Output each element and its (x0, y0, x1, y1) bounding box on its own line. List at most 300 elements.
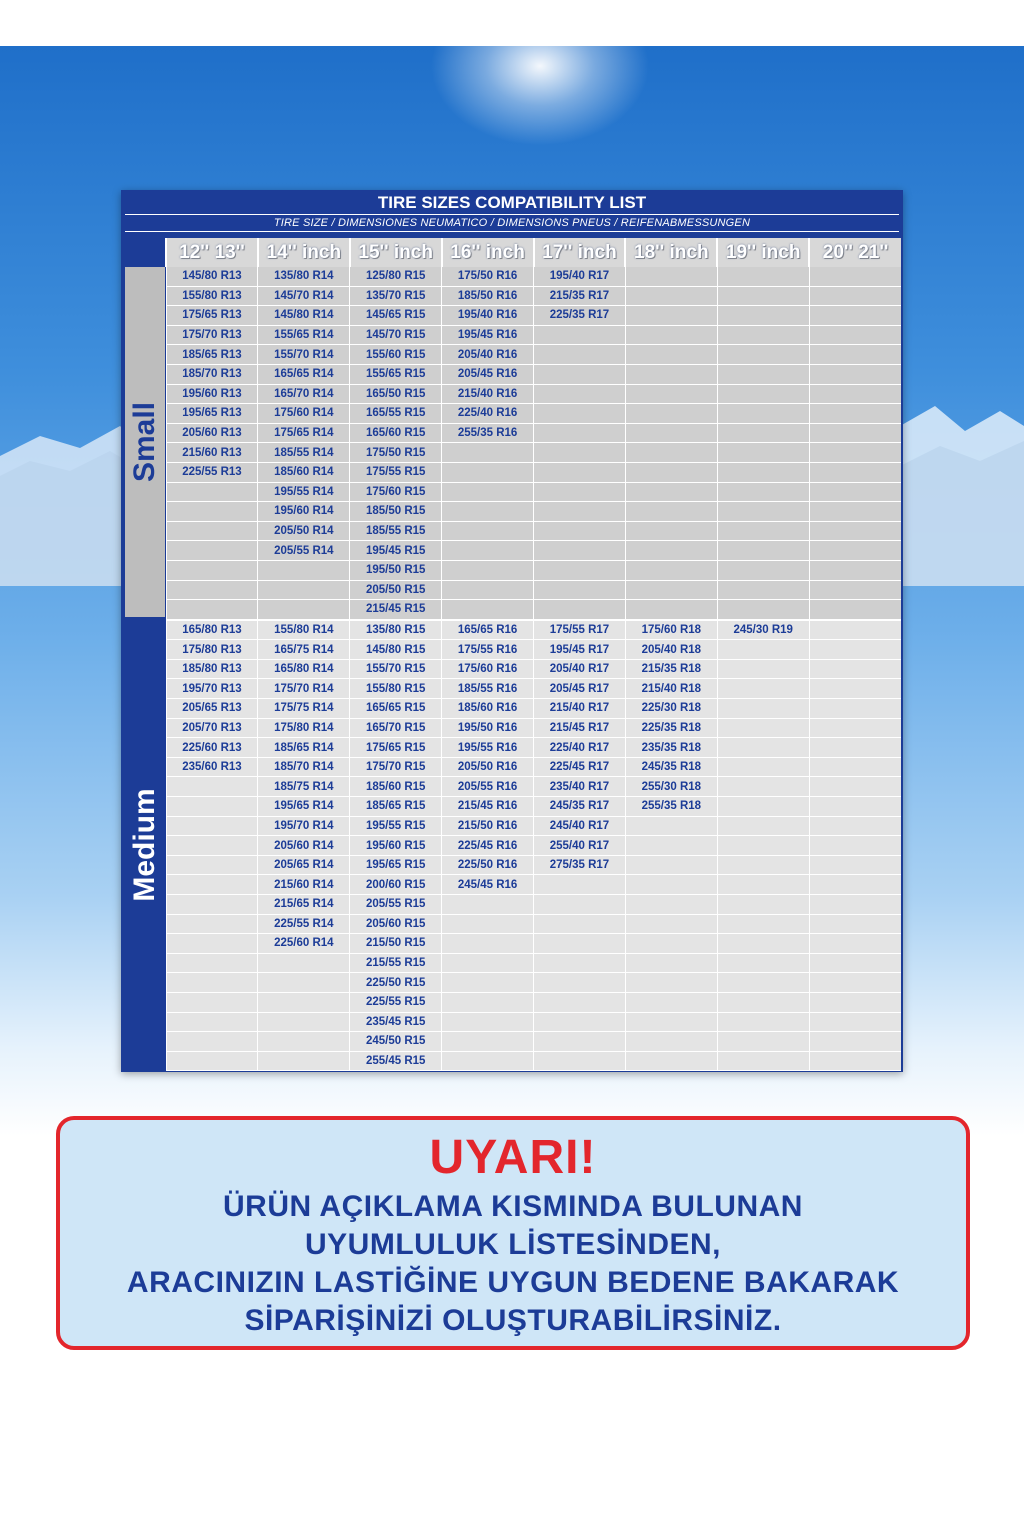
tire-size-cell (625, 836, 717, 856)
tire-size-cell (442, 560, 534, 580)
tire-size-cell: 215/50 R15 (350, 934, 442, 954)
tire-size-cell (717, 384, 809, 404)
tire-size-cell (809, 404, 901, 424)
warning-line-2: UYUMLULUK LİSTESİNDEN, (305, 1228, 721, 1261)
tire-size-cell: 195/65 R14 (258, 797, 350, 817)
tire-size-cell (625, 1032, 717, 1052)
tire-size-cell: 195/65 R13 (166, 404, 258, 424)
tire-size-cell (809, 992, 901, 1012)
column-header-row (166, 238, 901, 267)
tire-size-cell: 195/45 R16 (442, 325, 534, 345)
tire-size-cell (717, 1032, 809, 1052)
tire-size-cell: 165/60 R15 (350, 423, 442, 443)
tire-size-cell (809, 560, 901, 580)
tire-size-cell: 175/55 R17 (534, 620, 626, 640)
tire-size-cell (717, 267, 809, 286)
table-row (166, 816, 901, 836)
tire-size-cell (717, 345, 809, 365)
tire-size-cell: 245/35 R17 (534, 797, 626, 817)
table-row (166, 404, 901, 424)
tire-size-cell: 165/80 R14 (258, 659, 350, 679)
table-row (166, 895, 901, 915)
tire-size-cell: 145/80 R15 (350, 640, 442, 660)
tire-size-cell (534, 953, 626, 973)
table-row (166, 286, 901, 306)
tire-size-cell (809, 718, 901, 738)
tire-size-cell (442, 521, 534, 541)
tire-size-cell: 185/60 R16 (442, 699, 534, 719)
tire-size-cell: 235/40 R17 (534, 777, 626, 797)
tire-size-cell (809, 1012, 901, 1032)
tire-size-cell (442, 992, 534, 1012)
tire-size-cell (258, 600, 350, 620)
tire-size-cell (534, 364, 626, 384)
tire-size-cell (442, 462, 534, 482)
column-header: 16'' inch (442, 238, 534, 267)
tire-size-cell: 215/60 R14 (258, 875, 350, 895)
table-row (166, 1032, 901, 1052)
tire-size-cell (534, 423, 626, 443)
medium-label-text: Medium (128, 787, 161, 902)
tire-size-cell: 215/35 R18 (625, 659, 717, 679)
tire-size-cell: 255/30 R18 (625, 777, 717, 797)
tire-size-cell (166, 560, 258, 580)
tire-size-cell (625, 502, 717, 522)
tire-size-cell (717, 600, 809, 620)
table-row (166, 699, 901, 719)
tire-size-cell (166, 1032, 258, 1052)
tire-size-cell: 145/80 R13 (166, 267, 258, 286)
tire-size-cell (534, 462, 626, 482)
tire-size-cell (625, 286, 717, 306)
tire-size-cell (809, 699, 901, 719)
table-row (166, 580, 901, 600)
tire-size-cell: 215/50 R16 (442, 816, 534, 836)
tire-size-cell (809, 423, 901, 443)
tire-size-cell: 225/50 R15 (350, 973, 442, 993)
subtitle-divider (125, 231, 899, 232)
tire-size-cell (625, 345, 717, 365)
tire-size-cell (717, 875, 809, 895)
tire-size-cell (166, 797, 258, 817)
table-row (166, 482, 901, 502)
tire-size-cell (442, 914, 534, 934)
tire-size-cell: 155/80 R13 (166, 286, 258, 306)
group-label-small (125, 267, 165, 617)
table-row (166, 640, 901, 660)
tire-size-cell (442, 895, 534, 915)
tire-size-cell (717, 895, 809, 915)
tire-size-cell (809, 502, 901, 522)
tire-size-cell (166, 895, 258, 915)
tire-size-cell: 195/70 R13 (166, 679, 258, 699)
tire-size-cell: 225/55 R13 (166, 462, 258, 482)
tire-size-cell: 215/45 R15 (350, 600, 442, 620)
tire-size-cell (166, 934, 258, 954)
tire-size-cell (258, 1012, 350, 1032)
tire-size-cell: 185/60 R14 (258, 462, 350, 482)
tire-size-cell: 175/50 R16 (442, 267, 534, 286)
tire-size-cell: 225/40 R16 (442, 404, 534, 424)
tire-size-cell (258, 1051, 350, 1071)
tire-size-cell (442, 443, 534, 463)
warning-box (56, 1116, 970, 1350)
table-row (166, 738, 901, 758)
tire-size-cell (717, 325, 809, 345)
tire-size-cell (166, 953, 258, 973)
tire-size-cell: 205/40 R18 (625, 640, 717, 660)
tire-size-cell (625, 325, 717, 345)
table-row (166, 267, 901, 286)
tire-size-cell: 175/75 R14 (258, 699, 350, 719)
tire-size-cell (534, 521, 626, 541)
tire-size-cell: 225/35 R17 (534, 306, 626, 326)
tire-size-cell (534, 1032, 626, 1052)
tire-size-cell: 185/65 R13 (166, 345, 258, 365)
tire-size-cell (166, 992, 258, 1012)
tire-size-cell: 215/65 R14 (258, 895, 350, 915)
tire-size-cell: 175/80 R13 (166, 640, 258, 660)
tire-size-cell: 195/40 R16 (442, 306, 534, 326)
tire-size-cell (717, 640, 809, 660)
tire-size-cell (717, 659, 809, 679)
tire-size-cell: 175/60 R14 (258, 404, 350, 424)
tire-size-cell: 195/60 R14 (258, 502, 350, 522)
tire-size-cell: 145/70 R15 (350, 325, 442, 345)
tire-size-cell: 135/80 R14 (258, 267, 350, 286)
table-row (166, 462, 901, 482)
tire-size-rows (166, 267, 901, 1071)
tire-size-cell (717, 443, 809, 463)
tire-size-cell: 205/55 R15 (350, 895, 442, 915)
tire-size-cell: 235/60 R13 (166, 757, 258, 777)
tire-size-cell: 195/45 R17 (534, 640, 626, 660)
tire-size-cell (625, 267, 717, 286)
tire-size-cell (166, 777, 258, 797)
tire-size-cell (534, 580, 626, 600)
tire-size-cell: 215/40 R17 (534, 699, 626, 719)
tire-size-cell (809, 1051, 901, 1071)
tire-size-grid (165, 238, 901, 1071)
tire-size-cell: 175/70 R15 (350, 757, 442, 777)
table-row (166, 953, 901, 973)
tire-size-cell: 205/65 R13 (166, 699, 258, 719)
tire-size-cell: 195/60 R15 (350, 836, 442, 856)
tire-size-cell (166, 482, 258, 502)
tire-size-cell: 185/60 R15 (350, 777, 442, 797)
tire-size-cell: 245/40 R17 (534, 816, 626, 836)
tire-size-cell: 165/65 R14 (258, 364, 350, 384)
tire-size-cell (809, 482, 901, 502)
warning-line-1: ÜRÜN AÇIKLAMA KISMINDA BULUNAN (223, 1190, 803, 1223)
tire-size-cell (534, 443, 626, 463)
tire-size-cell: 145/80 R14 (258, 306, 350, 326)
tire-size-cell (625, 462, 717, 482)
tire-size-cell (534, 502, 626, 522)
tire-size-cell: 155/80 R15 (350, 679, 442, 699)
table-row (166, 560, 901, 580)
tire-size-cell: 205/40 R16 (442, 345, 534, 365)
tire-size-cell: 205/50 R14 (258, 521, 350, 541)
tire-size-cell: 225/30 R18 (625, 699, 717, 719)
tire-size-cell (625, 404, 717, 424)
tire-size-cell: 225/55 R15 (350, 992, 442, 1012)
tire-size-cell (166, 914, 258, 934)
tire-size-cell: 195/55 R14 (258, 482, 350, 502)
tire-size-cell: 185/65 R14 (258, 738, 350, 758)
tire-size-cell: 205/70 R13 (166, 718, 258, 738)
tire-size-cell: 195/65 R15 (350, 855, 442, 875)
tire-size-cell (442, 934, 534, 954)
tire-size-cell (809, 286, 901, 306)
table-subtitle: TIRE SIZE / DIMENSIONES NEUMATICO / DIMENSIONS PNEUS / REIFENABMESSUNGEN (273, 217, 751, 229)
tire-size-cell (166, 855, 258, 875)
tire-size-cell: 175/80 R14 (258, 718, 350, 738)
tire-size-cell (166, 521, 258, 541)
tire-size-cell (166, 836, 258, 856)
tire-size-cell (809, 345, 901, 365)
table-title: TIRE SIZES COMPATIBILITY LIST (377, 193, 647, 212)
tire-size-cell (809, 875, 901, 895)
tire-size-cell (442, 973, 534, 993)
tire-size-cell (809, 620, 901, 640)
tire-size-cell (534, 345, 626, 365)
tire-size-cell (258, 953, 350, 973)
tire-size-cell (625, 423, 717, 443)
tire-size-cell: 175/50 R15 (350, 443, 442, 463)
tire-size-cell (166, 600, 258, 620)
tire-size-cell: 175/60 R18 (625, 620, 717, 640)
tire-size-cell (625, 443, 717, 463)
tire-size-cell (442, 953, 534, 973)
tire-size-cell: 185/80 R13 (166, 659, 258, 679)
tire-size-cell (717, 816, 809, 836)
tire-size-cell: 195/55 R15 (350, 816, 442, 836)
tire-size-cell: 145/70 R14 (258, 286, 350, 306)
column-header: 19'' inch (717, 238, 809, 267)
tire-size-cell: 175/55 R15 (350, 462, 442, 482)
tire-size-cell: 155/70 R15 (350, 659, 442, 679)
tire-size-cell: 185/65 R15 (350, 797, 442, 817)
tire-size-cell: 165/55 R15 (350, 404, 442, 424)
tire-size-cell: 205/60 R15 (350, 914, 442, 934)
tire-size-cell (809, 757, 901, 777)
tire-size-cell (534, 600, 626, 620)
tire-size-cell: 185/55 R15 (350, 521, 442, 541)
tire-size-cell (625, 895, 717, 915)
tire-size-cell (258, 560, 350, 580)
tire-size-cell (166, 973, 258, 993)
tire-size-cell (809, 325, 901, 345)
tire-size-cell (625, 521, 717, 541)
tire-size-cell: 185/50 R16 (442, 286, 534, 306)
tire-size-cell: 205/60 R14 (258, 836, 350, 856)
tire-size-cell: 195/70 R14 (258, 816, 350, 836)
tire-size-cell: 155/80 R14 (258, 620, 350, 640)
tire-size-cell (809, 973, 901, 993)
tire-size-cell (442, 1051, 534, 1071)
tire-size-cell (717, 992, 809, 1012)
tire-size-cell (534, 914, 626, 934)
table-row (166, 345, 901, 365)
tire-size-cell: 255/40 R17 (534, 836, 626, 856)
table-row (166, 757, 901, 777)
tire-size-cell (534, 1012, 626, 1032)
tire-size-cell: 185/75 R14 (258, 777, 350, 797)
tire-size-cell: 215/40 R16 (442, 384, 534, 404)
tire-size-cell (809, 934, 901, 954)
tire-size-cell (809, 738, 901, 758)
tire-size-cell (717, 738, 809, 758)
tire-size-cell (717, 521, 809, 541)
tire-size-cell (534, 875, 626, 895)
tire-size-cell: 235/45 R15 (350, 1012, 442, 1032)
tire-size-cell (809, 895, 901, 915)
table-row (166, 521, 901, 541)
table-row (166, 600, 901, 620)
table-row (166, 364, 901, 384)
tire-size-cell: 195/50 R15 (350, 560, 442, 580)
tire-size-cell (442, 1032, 534, 1052)
tire-size-cell (809, 580, 901, 600)
tire-size-cell (809, 600, 901, 620)
tire-size-cell (717, 718, 809, 738)
table-row (166, 541, 901, 561)
tire-size-cell: 165/70 R14 (258, 384, 350, 404)
tire-size-cell (625, 973, 717, 993)
tire-size-cell (809, 541, 901, 561)
tire-size-cell (717, 699, 809, 719)
tire-size-cell (534, 973, 626, 993)
tire-size-cell (717, 541, 809, 561)
tire-size-cell: 185/70 R14 (258, 757, 350, 777)
tire-size-cell: 175/70 R13 (166, 325, 258, 345)
tire-size-cell (809, 953, 901, 973)
tire-size-cell (625, 992, 717, 1012)
tire-size-cell (809, 836, 901, 856)
tire-size-cell (258, 580, 350, 600)
table-row (166, 973, 901, 993)
tire-size-cell: 155/70 R14 (258, 345, 350, 365)
tire-size-cell (717, 462, 809, 482)
tire-size-cell (717, 502, 809, 522)
tire-size-cell (166, 875, 258, 895)
tire-size-cell: 215/60 R13 (166, 443, 258, 463)
tire-size-cell (809, 855, 901, 875)
tire-size-cell (534, 560, 626, 580)
tire-size-cell (166, 580, 258, 600)
title-divider (125, 214, 899, 215)
tire-size-cell (534, 325, 626, 345)
column-header: 18'' inch (625, 238, 717, 267)
tire-size-cell: 125/80 R15 (350, 267, 442, 286)
warning-line-4: SİPARİŞİNİZİ OLUŞTURABİLİRSİNİZ. (244, 1304, 782, 1337)
tire-size-cell: 215/40 R18 (625, 679, 717, 699)
tire-size-cell: 175/55 R16 (442, 640, 534, 660)
compatibility-table-panel (121, 190, 903, 1072)
tire-size-cell (809, 797, 901, 817)
tire-size-cell: 145/65 R15 (350, 306, 442, 326)
tire-size-cell (717, 1012, 809, 1032)
tire-size-cell (717, 580, 809, 600)
table-row (166, 659, 901, 679)
tire-size-cell: 205/55 R16 (442, 777, 534, 797)
tire-size-cell (625, 1012, 717, 1032)
tire-size-cell (717, 855, 809, 875)
tire-size-cell: 135/70 R15 (350, 286, 442, 306)
tire-size-cell: 175/60 R15 (350, 482, 442, 502)
tire-size-cell (809, 777, 901, 797)
tire-size-cell: 225/40 R17 (534, 738, 626, 758)
tire-size-cell (809, 443, 901, 463)
tire-size-cell (717, 757, 809, 777)
tire-size-cell: 175/65 R13 (166, 306, 258, 326)
tire-size-cell: 205/60 R13 (166, 423, 258, 443)
tire-size-cell (442, 541, 534, 561)
tire-size-cell (166, 502, 258, 522)
tire-size-cell (717, 364, 809, 384)
tire-size-cell (534, 992, 626, 1012)
tire-size-cell: 255/35 R16 (442, 423, 534, 443)
tire-size-cell (809, 816, 901, 836)
tire-size-cell (625, 482, 717, 502)
tire-size-cell: 135/80 R15 (350, 620, 442, 640)
table-row (166, 777, 901, 797)
tire-size-cell: 195/55 R16 (442, 738, 534, 758)
tire-size-cell (809, 462, 901, 482)
tire-size-cell: 225/60 R13 (166, 738, 258, 758)
tire-size-cell: 205/45 R17 (534, 679, 626, 699)
tire-size-cell (717, 836, 809, 856)
tire-size-cell (809, 659, 901, 679)
tire-size-cell: 255/45 R15 (350, 1051, 442, 1071)
tire-size-cell (809, 914, 901, 934)
tire-size-cell: 165/50 R15 (350, 384, 442, 404)
table-row (166, 502, 901, 522)
column-header: 17'' inch (534, 238, 626, 267)
tire-size-cell: 215/45 R16 (442, 797, 534, 817)
tire-size-cell: 175/60 R16 (442, 659, 534, 679)
table-row (166, 679, 901, 699)
tire-size-cell: 155/65 R15 (350, 364, 442, 384)
tire-size-cell (442, 600, 534, 620)
table-row (166, 914, 901, 934)
tire-size-cell: 165/65 R16 (442, 620, 534, 640)
tire-size-cell: 165/80 R13 (166, 620, 258, 640)
warning-line-3: ARACINIZIN LASTİĞİNE UYGUN BEDENE BAKARAK (126, 1266, 900, 1299)
tire-size-cell: 200/60 R15 (350, 875, 442, 895)
tire-size-cell: 205/50 R16 (442, 757, 534, 777)
tire-size-cell (809, 640, 901, 660)
table-row (166, 1012, 901, 1032)
tire-size-cell: 205/50 R15 (350, 580, 442, 600)
column-header: 12'' 13'' (166, 238, 258, 267)
tire-size-cell (534, 404, 626, 424)
table-row (166, 875, 901, 895)
tire-size-cell: 195/50 R16 (442, 718, 534, 738)
tire-size-cell: 235/35 R18 (625, 738, 717, 758)
tire-size-cell (625, 541, 717, 561)
tire-size-cell (717, 914, 809, 934)
tire-size-cell: 225/60 R14 (258, 934, 350, 954)
tire-size-cell: 245/45 R16 (442, 875, 534, 895)
table-row (166, 620, 901, 640)
tire-size-cell (809, 364, 901, 384)
tire-size-cell: 185/55 R14 (258, 443, 350, 463)
tire-size-cell (442, 580, 534, 600)
tire-size-cell (809, 267, 901, 286)
tire-size-cell: 245/50 R15 (350, 1032, 442, 1052)
